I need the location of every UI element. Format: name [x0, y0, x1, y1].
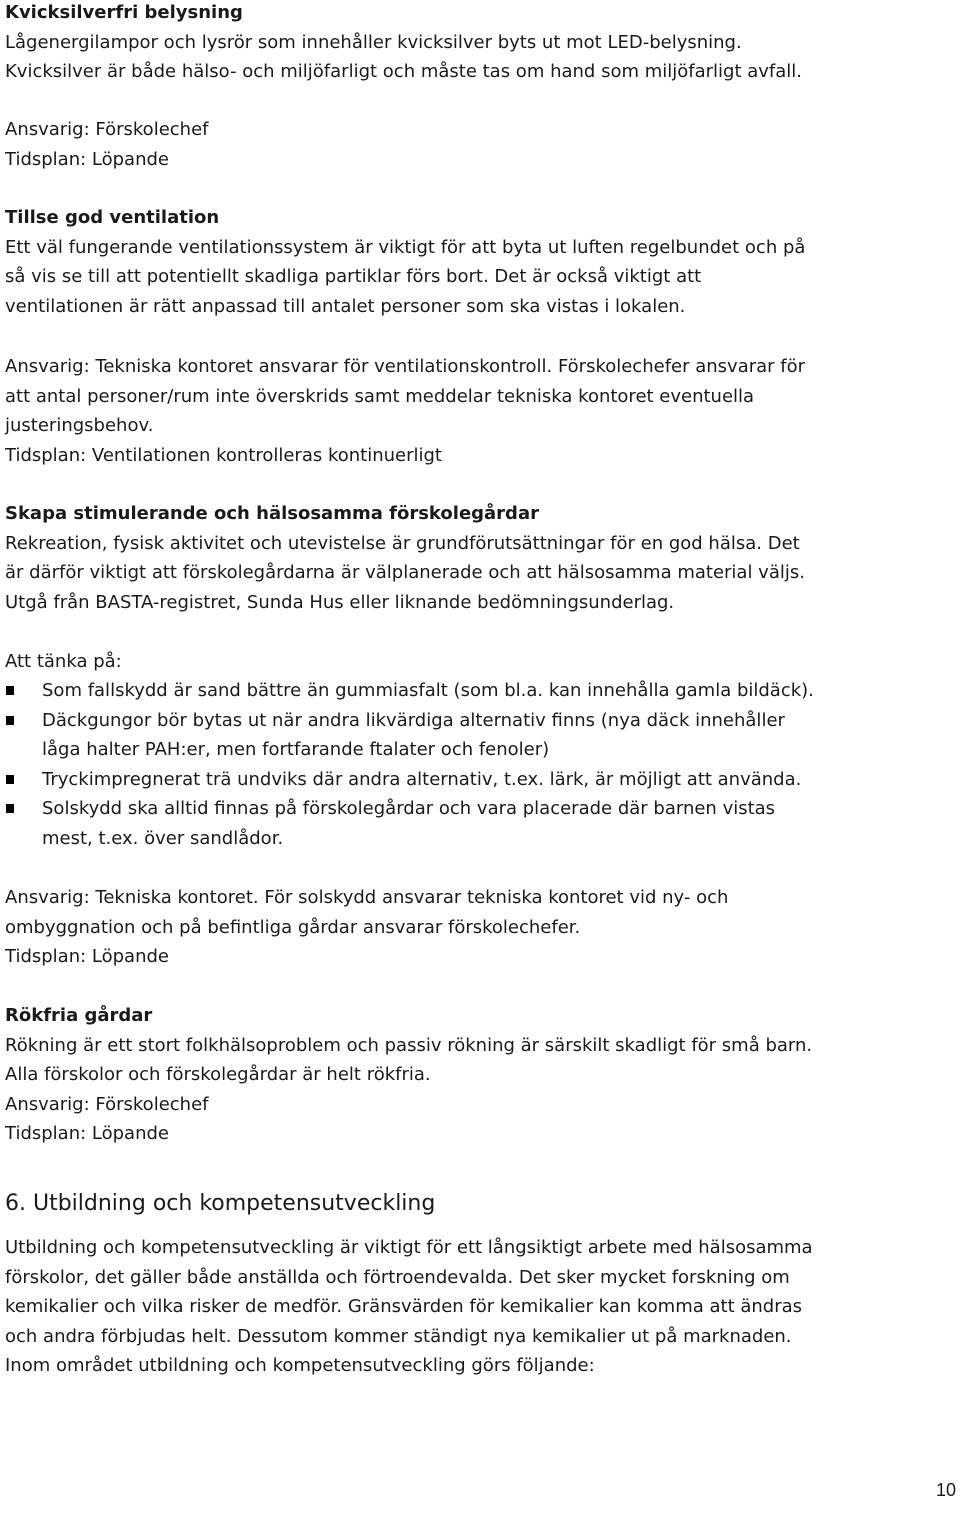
list-item-text: Däckgungor bör bytas ut när andra likvärdiga alternativ finns (nya däck innehåller [42, 709, 785, 731]
paragraph-line: Utgå från BASTA-registret, Sunda Hus eller liknande bedömningsunderlag. [5, 591, 675, 613]
kvicksilver-meta [5, 115, 957, 174]
section-rokfria [5, 1001, 957, 1149]
paragraph-line: är därför viktigt att förskolegårdarna är välplanerade och att hälsosamma material väljs. [5, 562, 805, 583]
section-stimulerande [5, 499, 957, 617]
tidsplan-text: Tidsplan: Ventilationen kontrolleras kontinuerligt [5, 444, 442, 466]
list-item [5, 794, 957, 853]
paragraph-line: Inom området utbildning och kompetensutveckling görs följande: [5, 1355, 595, 1376]
tidsplan-text: Tidsplan: Löpande [5, 946, 169, 967]
paragraph-line: Kvicksilver är både hälso- och miljöfarligt och måste tas om hand som miljöfarligt avfall. [5, 61, 803, 82]
paragraph-line: förskolor, det gäller både anställda och förtroendevalda. Det sker mycket forskning om [5, 1266, 790, 1288]
paragraph-line: Ett väl fungerande ventilationssystem är viktigt för att byta ut luften regelbundet och på [5, 236, 806, 258]
stimulerande-meta [5, 883, 957, 972]
list-item [5, 676, 957, 706]
section-heading: Rökfria gårdar [5, 1005, 153, 1026]
chapter-heading: 6. Utbildning och kompetensutveckling [5, 1191, 436, 1216]
ventilation-meta [5, 352, 957, 470]
section-ventilation [5, 203, 957, 321]
section-heading: Kvicksilverfri belysning [5, 2, 243, 23]
page-number: 10 [935, 1480, 956, 1500]
list-item-text: Tryckimpregnerat trä undviks där andra alternativ, t.ex. lärk, är möjligt att använda. [42, 768, 802, 790]
ansvarig-text: Ansvarig: Tekniska kontoret ansvarar för ventilationskontroll. Förskolechefer ansvarar för [5, 356, 806, 377]
paragraph-line: så vis se till att potentiellt skadliga partiklar förs bort. Det är också viktigt att [5, 266, 702, 287]
paragraph-line: Lågenergilampor och lysrör som innehåller kvicksilver byts ut mot LED-belysning. [5, 31, 742, 53]
ansvarig-text: att antal personer/rum inte överskrids samt meddelar tekniska kontoret eventuella [5, 385, 755, 407]
list-item-text: Solskydd ska alltid finnas på förskolegårdar och vara placerade där barnen vistas [42, 798, 776, 819]
paragraph-line: Alla förskolor och förskolegårdar är helt rökfria. [5, 1064, 431, 1085]
tidsplan-text: Tidsplan: Löpande [5, 148, 169, 170]
ansvarig-text: Ansvarig: Tekniska kontoret. För solskydd ansvarar tekniska kontoret vid ny- och [5, 887, 729, 908]
bullet-list [5, 676, 957, 853]
ansvarig-text: ombyggnation och på befintliga gårdar ansvarar förskolechefer. [5, 916, 581, 938]
list-item-text: mest, t.ex. över sandlådor. [42, 827, 284, 849]
square-bullet-icon [6, 804, 14, 813]
section-heading: Skapa stimulerande och hälsosamma förskolegårdar [5, 503, 539, 524]
ansvarig-text: justeringsbehov. [5, 415, 154, 436]
square-bullet-icon [6, 775, 14, 784]
section-heading: Tillse god ventilation [5, 207, 220, 228]
square-bullet-icon [6, 716, 14, 725]
chapter-heading-block [5, 1188, 957, 1220]
list-item-text: Som fallskydd är sand bättre än gummiasfalt (som bl.a. kan innehålla gamla bildäck). [42, 680, 814, 701]
list-item [5, 706, 957, 765]
paragraph-line: Utbildning och kompetensutveckling är viktigt för ett långsiktigt arbete med hälsosamma [5, 1237, 813, 1258]
ansvarig-text: Ansvarig: Förskolechef [5, 119, 209, 140]
list-item-text: låga halter PAH:er, men fortfarande ftalater och fenoler) [42, 739, 550, 760]
section-utbildning [5, 1233, 957, 1381]
paragraph-line: Rekreation, fysisk aktivitet och utevistelse är grundförutsättningar för en god hälsa. Det [5, 532, 800, 554]
list-item [5, 765, 957, 795]
paragraph-line: ventilationen är rätt anpassad till antalet personer som ska vistas i lokalen. [5, 295, 686, 317]
tidsplan-text: Tidsplan: Löpande [5, 1123, 169, 1144]
att-tanka-label [5, 647, 957, 677]
ansvarig-text: Ansvarig: Förskolechef [5, 1093, 209, 1115]
paragraph-line: Rökning är ett stort folkhälsoproblem och passiv rökning är särskilt skadligt för små barn. [5, 1034, 813, 1056]
square-bullet-icon [6, 686, 14, 695]
paragraph-line: kemikalier och vilka risker de medför. Gränsvärden för kemikalier kan komma att ändras [5, 1296, 803, 1317]
att-tanka-text: Att tänka på: [5, 651, 122, 672]
paragraph-line: och andra förbjudas helt. Dessutom kommer ständigt nya kemikalier ut på marknaden. [5, 1325, 792, 1347]
section-kvicksilver [5, 0, 957, 87]
